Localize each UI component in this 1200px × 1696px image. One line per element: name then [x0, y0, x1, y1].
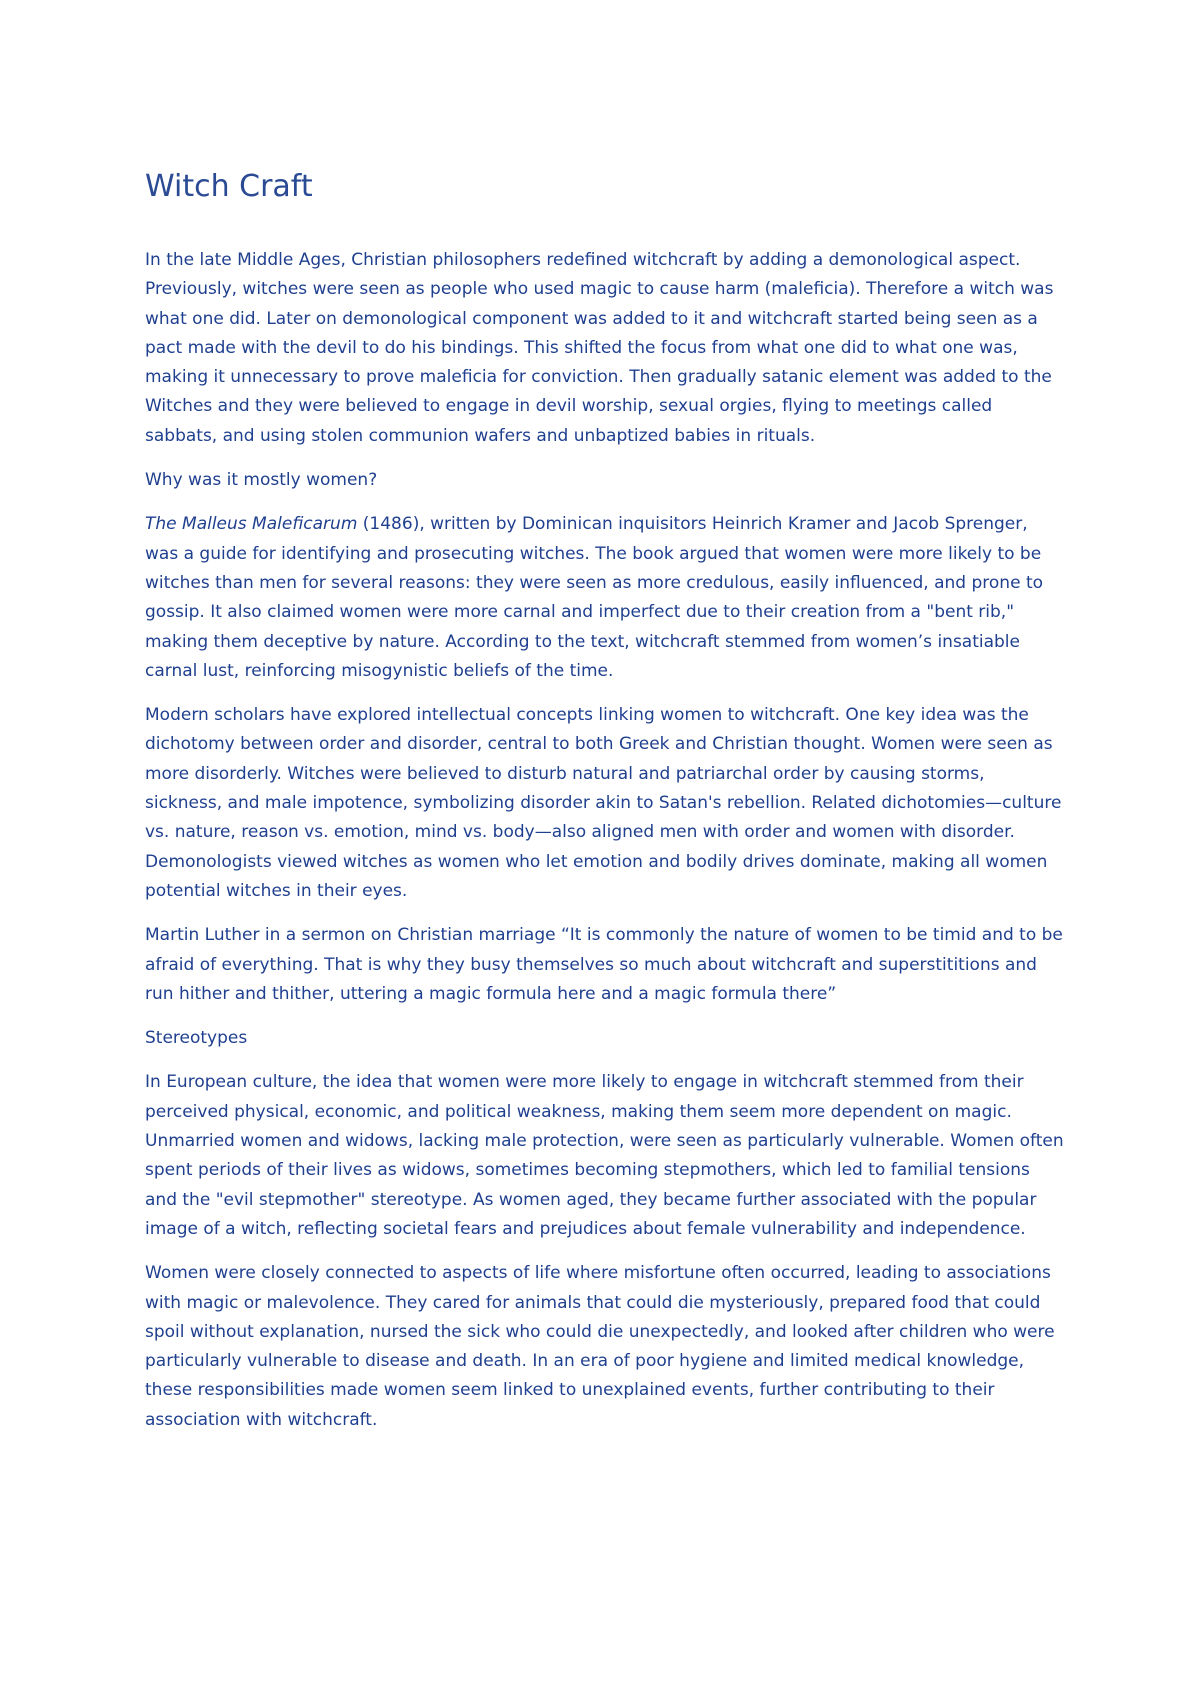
document-page — [145, 168, 1065, 1450]
paragraph-malleus — [145, 510, 1065, 686]
section-heading-stereotypes: Stereotypes — [145, 1028, 248, 1049]
section-heading-why-women: Why was it mostly women? — [145, 470, 378, 491]
paragraph-intro: In the late Middle Ages, Christian philosophers redefined witchcraft by adding a demonological aspect. Previously, witches were seen as people who used magic to cause harm (maleficia). Therefore a witch was what one did. Later on demonological component was added to it and witchcraft started being seen as a pact made with the devil to do his bindings. This shifted the focus from what one did to what one was, making it unnecessary to prove maleficia for conviction. Then gradually satanic element was added to the Witches and they were believed to engage in devil worship, sexual orgies, flying to meetings called sabbats, and using stolen communion wafers and unbaptized babies in rituals. — [145, 250, 1054, 446]
paragraph-malleus-text: (1486), written by Dominican inquisitors Heinrich Kramer and Jacob Sprenger, was a guide for identifying and prosecuting witches. The book argued that women were more likely to be witches than men for several reasons: they were seen as more credulous, easily influenced, and prone to gossip. It also claimed women were more carnal and imperfect due to their creation from a "bent rib," making them deceptive by nature. According to the text, witchcraft stemmed from women’s insatiable carnal lust, reinforcing misogynistic beliefs of the time. — [145, 514, 1044, 681]
paragraph-modern-scholars: Modern scholars have explored intellectual concepts linking women to witchcraft. One key idea was the dichotomy between order and disorder, central to both Greek and Christian thought. Women were seen as more disorderly. Witches were believed to disturb natural and patriarchal order by causing storms, sickness, and male impotence, symbolizing disorder akin to Satan's rebellion. Related dichotomies—culture vs. nature, reason vs. emotion, mind vs. body—also aligned men with order and women with disorder. Demonologists viewed witches as women who let emotion and bodily drives dominate, making all women potential witches in their eyes. — [145, 705, 1062, 901]
paragraph-european-culture: In European culture, the idea that women were more likely to engage in witchcraft stemmed from their perceived physical, economic, and political weakness, making them seem more dependent on magic. Unmarried women and widows, lacking male protection, were seen as particularly vulnerable. Women often spent periods of their lives as widows, sometimes becoming stepmothers, which led to familial tensions and the "evil stepmother" stereotype. As women aged, they became further associated with the popular image of a witch, reflecting societal fears and prejudices about female vulnerability and independence. — [145, 1072, 1064, 1239]
document-title: Witch Craft — [145, 169, 313, 204]
book-title: The Malleus Maleficarum — [145, 514, 358, 535]
paragraph-luther-quote: Martin Luther in a sermon on Christian marriage “It is commonly the nature of women to be timid and to be afraid of everything. That is why they busy themselves so much about witchcraft and superstititions and run hither and thither, uttering a magic formula here and a magic formula there” — [145, 925, 1063, 1004]
paragraph-misfortune: Women were closely connected to aspects of life where misfortune often occurred, leading to associations with magic or malevolence. They cared for animals that could die mysteriously, prepared food that could spoil without explanation, nursed the sick who could die unexpectedly, and looked after children who were particularly vulnerable to disease and death. In an era of poor hygiene and limited medical knowledge, these responsibilities made women seem linked to unexplained events, further contributing to their association with witchcraft. — [145, 1263, 1055, 1430]
